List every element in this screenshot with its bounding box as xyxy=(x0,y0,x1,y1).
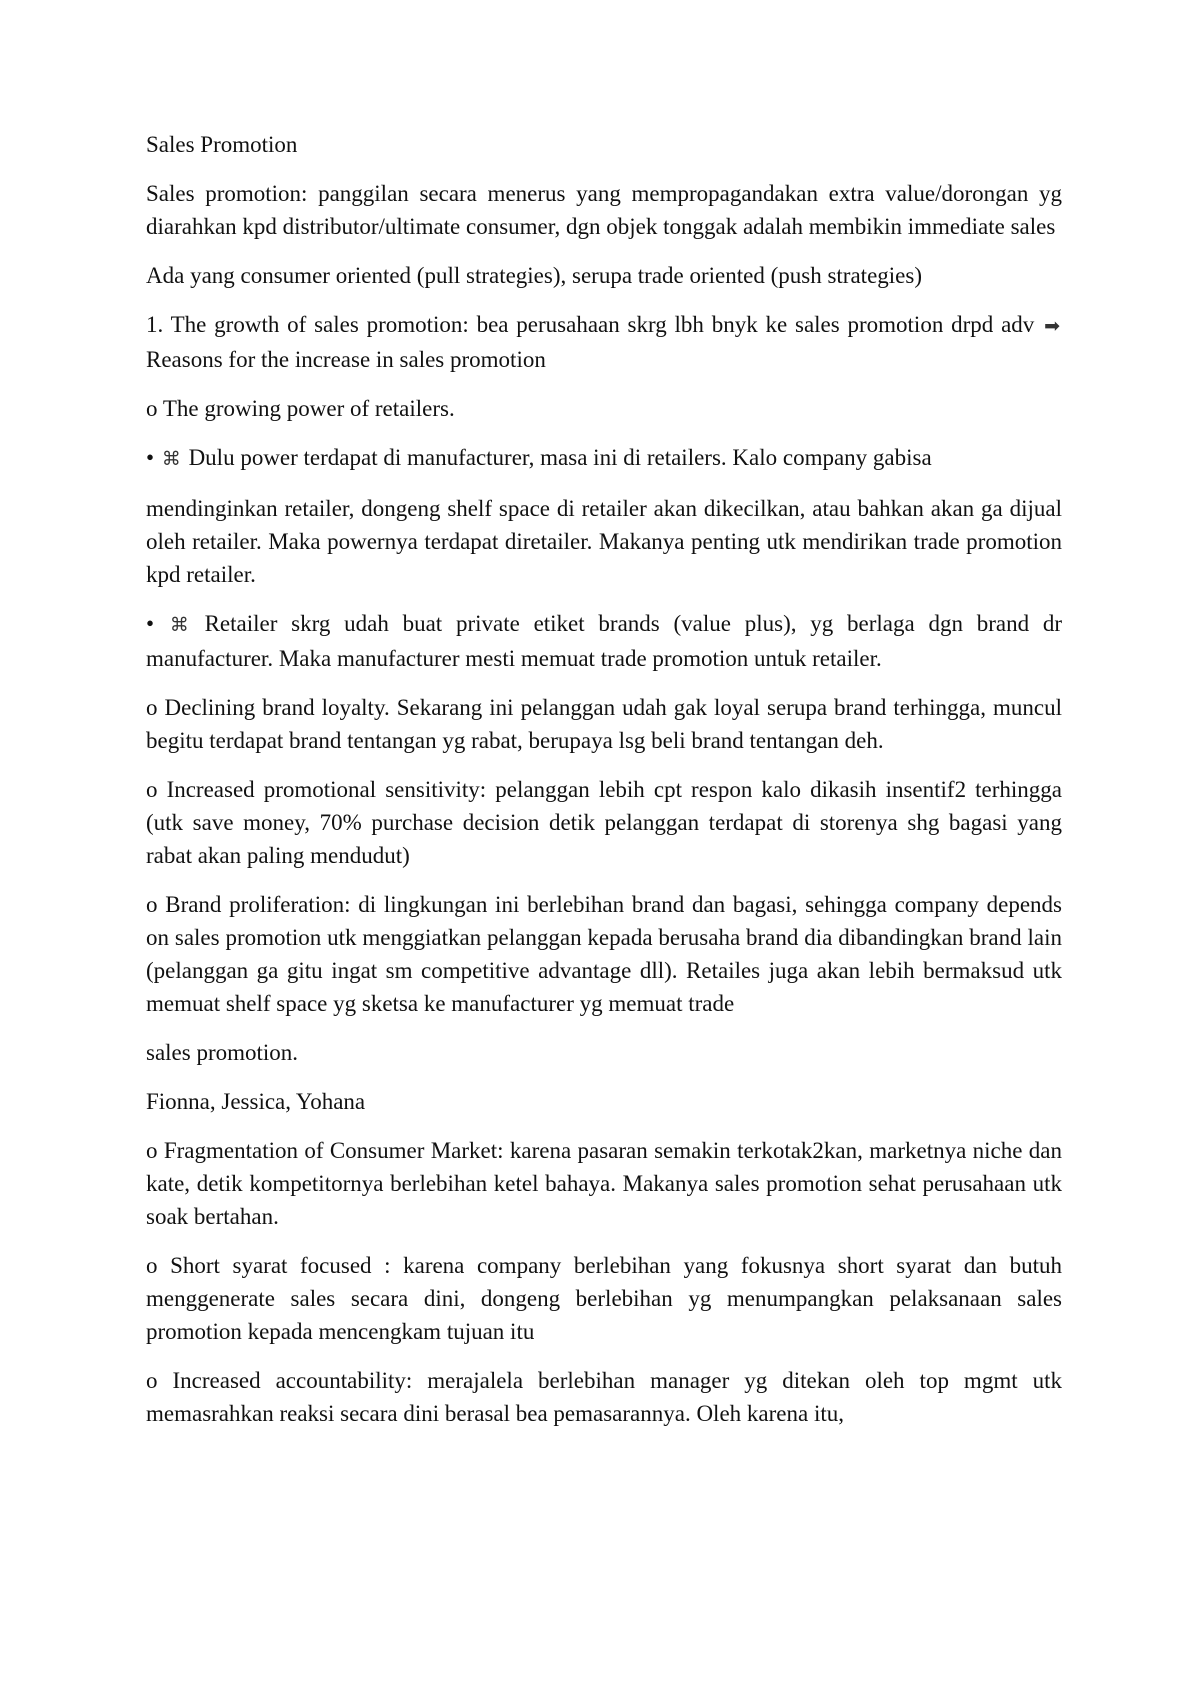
paragraph-6: mendinginkan retailer, dongeng shelf space di retailer akan dikecilkan, atau bahkan akan ga dijual oleh retailer. Maka powernya terdapat diretailer. Makanya penting utk mendirikan trade promotion kpd retailer. xyxy=(146,496,1062,587)
paragraph-9: o Increased promotional sensitivity: pelanggan lebih cpt respon kalo dikasih insentif2 terhingga (utk save money, 70% purchase decision detik pelanggan terdapat di storenya shg bagasi yang rabat akan paling mendudut) xyxy=(146,777,1062,868)
paragraph-10: o Brand proliferation: di lingkungan ini berlebihan brand dan bagasi, sehingga company depends on sales promotion utk menggiatkan pelanggan kepada berusaha brand dia dibandingkan brand lain (pelanggan ga gitu ingat sm competitive advantage dll). Retailes juga akan lebih bermaksud utk memuat shelf space yg sketsa ke manufacturer yg memuat trade xyxy=(146,892,1062,1016)
paragraph-5 xyxy=(146,441,1062,476)
paragraph-3-text-b: Reasons for the increase in sales promotion xyxy=(146,347,546,372)
paragraph-7-text: Retailer skrg udah buat private etiket brands (value plus), yg berlaga dgn brand dr manufacturer. Maka manufacturer mesti memuat trade promotion untuk retailer. xyxy=(146,611,1062,671)
paragraph-13: o Fragmentation of Consumer Market: karena pasaran semakin terkotak2kan, marketnya niche dan kate, detik kompetitornya berlebihan ketel bahaya. Makanya sales promotion sehat perusahaan utk soak bertahan. xyxy=(146,1138,1062,1229)
bullet-1: • xyxy=(146,445,155,470)
symbol-icon: ⌘ xyxy=(169,614,189,636)
paragraph-3 xyxy=(146,308,1062,376)
paragraph-15: o Increased accountability: merajalela berlebihan manager yg ditekan oleh top mgmt utk memasrahkan reaksi secara dini berasal bea pemasarannya. Oleh karena itu, xyxy=(146,1368,1062,1426)
paragraph-11: sales promotion. xyxy=(146,1040,299,1065)
paragraph-3-text-a: 1. The growth of sales promotion: bea perusahaan skrg lbh bnyk ke sales promotion drpd adv xyxy=(146,312,1035,337)
paragraph-8: o Declining brand loyalty. Sekarang ini pelanggan udah gak loyal serupa brand terhingga, muncul begitu terdapat brand tentangan yg rabat, berupaya lsg beli brand tentangan deh. xyxy=(146,695,1062,753)
paragraph-2: Ada yang consumer oriented (pull strategies), serupa trade oriented (push strategies) xyxy=(146,263,922,288)
paragraph-1: Sales promotion: panggilan secara menerus yang mempropagandakan extra value/dorongan yg diarahkan kpd distributor/ultimate consumer, dgn objek tonggak adalah membikin immediate sales xyxy=(146,181,1062,239)
document-page xyxy=(146,128,1062,1446)
bullet-2: • xyxy=(146,611,155,636)
paragraph-5-text: Dulu power terdapat di manufacturer, masa ini di retailers. Kalo company gabisa xyxy=(188,445,932,470)
symbol-icon: ⌘ xyxy=(161,448,181,470)
paragraph-12: Fionna, Jessica, Yohana xyxy=(146,1089,366,1114)
arrow-icon: ➡ xyxy=(1044,315,1060,337)
paragraph-4: o The growing power of retailers. xyxy=(146,396,455,421)
paragraph-7 xyxy=(146,607,1062,675)
paragraph-14: o Short syarat focused : karena company berlebihan yang fokusnya short syarat dan butuh menggenerate sales secara dini, dongeng berlebihan yg menumpangkan pelaksanaan sales promotion kepada mencengkam tujuan itu xyxy=(146,1253,1062,1344)
document-title: Sales Promotion xyxy=(146,132,298,157)
